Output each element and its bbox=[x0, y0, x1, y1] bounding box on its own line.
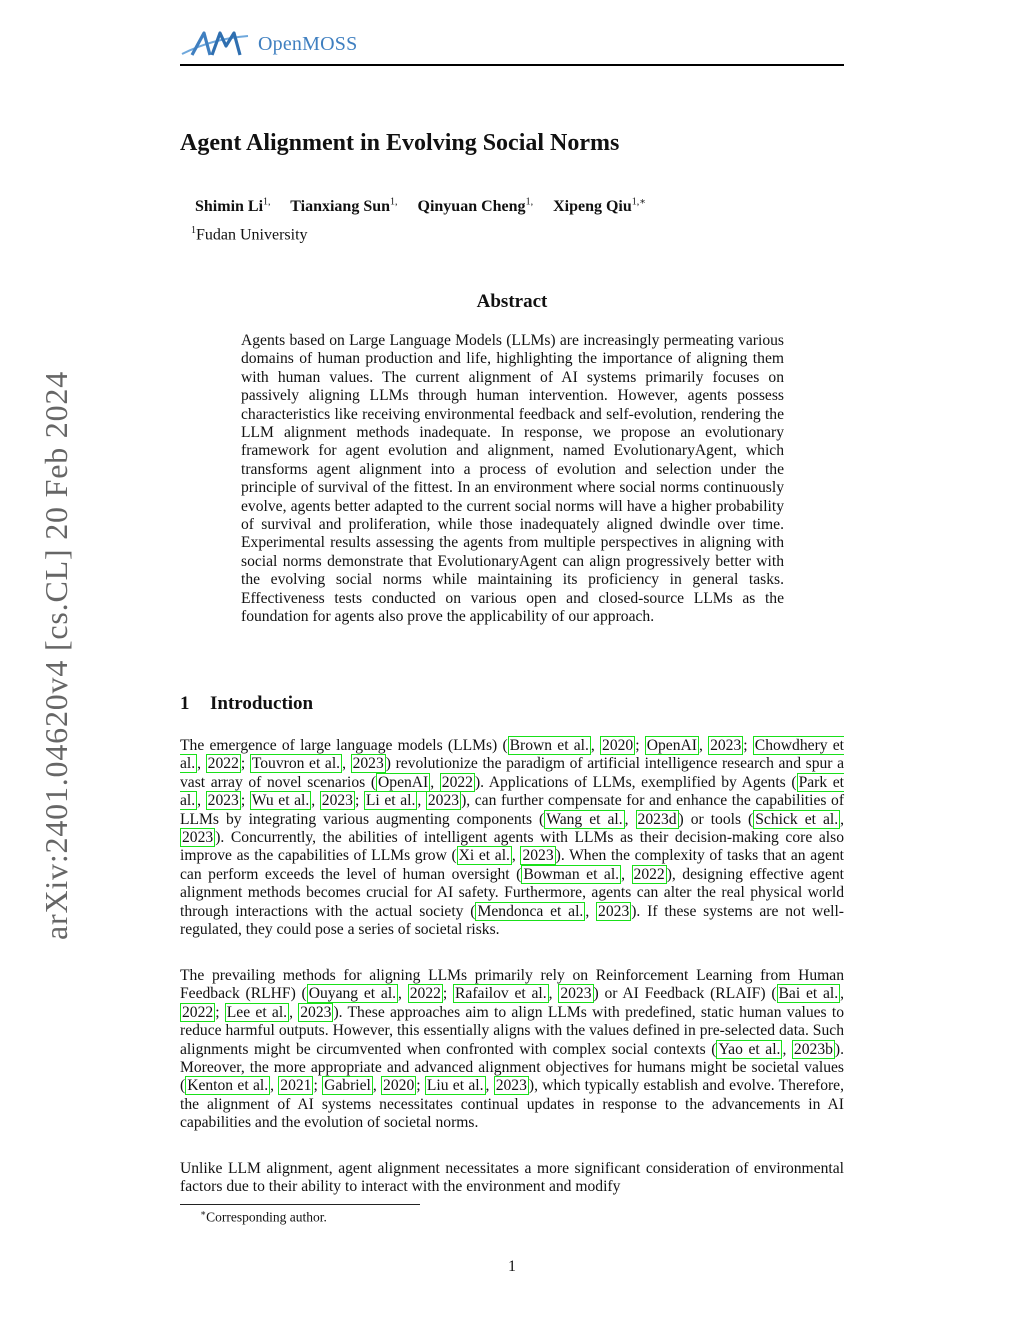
citation-link[interactable]: Wang et al. bbox=[546, 810, 623, 828]
affiliation bbox=[191, 225, 308, 244]
section-title: Introduction bbox=[210, 693, 314, 714]
citation-link[interactable]: 2023 bbox=[300, 1003, 332, 1021]
citation-link[interactable]: 2023 bbox=[710, 737, 742, 754]
paragraph-text: The prevailing methods for aligning LLMs primarily rely on Reinforcement Learning from Human Feedback (RLHF) ( bbox=[180, 967, 844, 1003]
paragraph-text: , bbox=[372, 1077, 382, 1095]
paragraph-text: ) revolutionize the paradigm of artificial intelligence research and spur a vast array of novel scenarios ( bbox=[180, 755, 845, 791]
paragraph-text: ), which typically establish and evolve. Therefore, the alignment of AI systems necessitates continual updates in response to the advancements in AI capabilities and the evolution of societal norms. bbox=[180, 1077, 844, 1132]
citation-link[interactable]: 2022 bbox=[409, 985, 441, 1003]
author-affil-mark: 1, bbox=[263, 197, 271, 208]
citation-link[interactable]: Gabriel bbox=[324, 1077, 371, 1095]
paragraph-text: ) or AI Feedback (RLAIF) ( bbox=[593, 985, 777, 1003]
paragraph-text: , bbox=[590, 737, 601, 754]
logo-text: OpenMOSS bbox=[258, 32, 358, 55]
author bbox=[195, 198, 271, 215]
paragraph-text: Unlike LLM alignment, agent alignment necessitates a more significant consideration of environmental factors due to their ability to interact with the environment and modify bbox=[180, 1160, 844, 1196]
paragraph-text: , bbox=[289, 1003, 299, 1021]
affiliation-mark: 1 bbox=[191, 225, 196, 236]
paragraph-text: ; bbox=[635, 737, 645, 754]
paragraph-text: ). These approaches aim to align LLMs with predefined, static human values to reduce harmful outputs. However, this essentially aligns with the values defined in pre-selected data. Such alignments might be circumvented when confronted with complex social contexts ( bbox=[180, 1003, 845, 1058]
author-list bbox=[195, 197, 662, 216]
citation-link[interactable]: 2023 bbox=[427, 792, 460, 810]
citation-link[interactable]: 2023 bbox=[522, 847, 554, 865]
paragraph-text: , bbox=[548, 985, 559, 1003]
arxiv-stamp: arXiv:2401.04620v4 [cs.CL] 20 Feb 2024 bbox=[38, 370, 74, 940]
footnote-mark: ∗ bbox=[200, 1208, 207, 1218]
citation-link[interactable]: 2023 bbox=[321, 792, 353, 810]
citation-link[interactable]: Brown et al. bbox=[509, 737, 589, 754]
intro-paragraph-1 bbox=[180, 737, 844, 939]
paragraph-text: , bbox=[197, 755, 206, 773]
paragraph-text: , bbox=[840, 810, 845, 828]
author bbox=[290, 198, 397, 215]
citation-link[interactable]: 2021 bbox=[280, 1077, 312, 1095]
paragraph-text: ). Moreover, the more appropriate and advanced alignment objectives for humans might be societal values ( bbox=[180, 1040, 844, 1095]
citation-link[interactable]: Yao et al. bbox=[718, 1040, 781, 1058]
affiliation-name: Fudan University bbox=[196, 226, 308, 244]
citation-link[interactable]: 2022 bbox=[207, 755, 239, 773]
paragraph-text: ; bbox=[240, 792, 250, 810]
citation-link[interactable]: Chowdhery et al. bbox=[180, 737, 845, 773]
intro-paragraph-2 bbox=[180, 967, 844, 1133]
citation-link[interactable]: 2023b bbox=[793, 1040, 833, 1058]
author-name: Shimin Li bbox=[195, 198, 264, 216]
citation-link[interactable]: Mendonca et al. bbox=[477, 902, 584, 920]
citation-link[interactable]: 2023 bbox=[495, 1077, 527, 1095]
author-affil-mark: 1, bbox=[525, 197, 534, 208]
citation-link[interactable]: Rafailov et al. bbox=[455, 985, 547, 1003]
citation-link[interactable]: Lee et al. bbox=[226, 1003, 288, 1021]
abstract-heading: Abstract bbox=[476, 291, 548, 312]
paragraph-text: ) or tools ( bbox=[678, 810, 754, 828]
openmoss-logo bbox=[180, 28, 357, 60]
paragraph-text: ). If these systems are not well-regulated, they could pose a series of societal risks. bbox=[180, 902, 844, 939]
citation-link[interactable]: 2023 bbox=[352, 755, 384, 773]
citation-link[interactable]: 2023 bbox=[207, 792, 239, 810]
abstract-text: Agents based on Large Language Models (LLMs) are increasingly permeating various domains of human production and life, highlighting the importance of aligning them with human values. The current alignment of AI systems primarily focuses on passively aligning LLMs through human intervention. However, agents possess characteristics like receiving environmental feedback and self-evolution, rendering the LLM alignment methods inadequate. In response, we propose an evolutionary framework for agent evolution and alignment, named EvolutionaryAgent, which transforms agent alignment into a process of evolution and selection under the principle of survival of the fittest. In an environment where social norms continuously evolve, agents better adapted to the current social norms will have a higher probability of survival and proliferation, while those inadequately aligned dwindle over time. Experimental results assessing the agents from multiple perspectives in aligning with social norms demonstrate that EvolutionaryAgent can align progressively better with the evolving social norms while maintaining its proficiency in general tasks. Effectiveness tests conducted on various open and closed-source LLMs as the foundation for agents also prove the applicability of our approach. bbox=[241, 332, 784, 626]
footnote-text: Corresponding author. bbox=[206, 1209, 327, 1225]
citation-link[interactable]: Liu et al. bbox=[426, 1077, 484, 1095]
citation-link[interactable]: 2023 bbox=[182, 829, 214, 847]
citation-link[interactable]: Bowman et al. bbox=[523, 865, 620, 883]
citation-link[interactable]: 2020 bbox=[383, 1077, 415, 1095]
page-number: 1 bbox=[508, 1258, 516, 1275]
paragraph-text: ; bbox=[442, 985, 454, 1003]
paragraph-text: , bbox=[398, 985, 408, 1003]
paragraph-text: ), can further compensate for and enhance the capabilities of LLMs by integrating various augmenting components ( bbox=[180, 792, 845, 828]
openmoss-logo-icon bbox=[180, 28, 252, 60]
paragraph-text: ; bbox=[354, 792, 364, 810]
paragraph-text: ; bbox=[215, 1003, 225, 1021]
citation-link[interactable]: 2023 bbox=[598, 902, 630, 920]
paragraph-text: ; bbox=[313, 1077, 323, 1095]
citation-link[interactable]: Bai et al. bbox=[778, 985, 839, 1003]
paragraph-text: ; bbox=[240, 755, 250, 773]
citation-link[interactable]: OpenAI bbox=[646, 737, 697, 754]
paragraph-text: , bbox=[342, 755, 351, 773]
paragraph-text: , bbox=[585, 902, 597, 920]
citation-link[interactable]: 2022 bbox=[633, 865, 665, 883]
intro-paragraph-3 bbox=[180, 1160, 844, 1197]
paragraph-text: , bbox=[485, 1077, 494, 1095]
paragraph-text: , bbox=[417, 792, 426, 810]
footnote bbox=[200, 1208, 327, 1226]
paragraph-text: , bbox=[270, 1077, 279, 1095]
paragraph-text: , bbox=[511, 847, 521, 865]
paragraph-text: ; bbox=[416, 1077, 425, 1095]
citation-link[interactable]: Xi et al. bbox=[458, 847, 510, 865]
author-name: Tianxiang Sun bbox=[290, 198, 391, 216]
paper-title: Agent Alignment in Evolving Social Norms bbox=[180, 130, 620, 156]
citation-link[interactable]: Touvron et al. bbox=[251, 755, 341, 773]
paragraph-text: ), designing effective agent alignment methods becomes crucial for AI safety. Furthermore, agents can alter the real physical world through interactions with the actual society ( bbox=[180, 865, 844, 920]
paragraph-text: , bbox=[430, 773, 440, 791]
citation-link[interactable]: Kenton et al. bbox=[187, 1077, 269, 1095]
section-number: 1 bbox=[180, 693, 190, 714]
paragraph-text: , bbox=[698, 737, 709, 754]
author bbox=[418, 198, 534, 215]
paragraph-text: ). Applications of LLMs, exemplified by Agents ( bbox=[474, 773, 797, 791]
paragraph-text: , bbox=[840, 985, 845, 1003]
citation-link[interactable]: Wu et al. bbox=[251, 792, 310, 810]
section-heading bbox=[180, 693, 313, 715]
header-rule bbox=[180, 64, 844, 66]
citation-link[interactable]: Schick et al. bbox=[755, 810, 839, 828]
citation-link[interactable]: Ouyang et al. bbox=[308, 985, 397, 1003]
citation-link[interactable]: 2022 bbox=[182, 1003, 214, 1021]
footnote-rule bbox=[180, 1204, 420, 1205]
paragraph-text: , bbox=[782, 1040, 792, 1058]
paragraph-text: , bbox=[621, 865, 632, 883]
citation-link[interactable]: 2023d bbox=[637, 810, 677, 828]
citation-link[interactable]: 2023 bbox=[560, 985, 592, 1003]
author-affil-mark: 1,∗ bbox=[631, 197, 647, 208]
citation-link[interactable]: Li et al. bbox=[365, 792, 416, 810]
paragraph-text: The emergence of large language models (LLMs) ( bbox=[180, 737, 508, 754]
citation-link[interactable]: Park et al. bbox=[180, 773, 845, 810]
paragraph-text: ; bbox=[743, 737, 753, 754]
paragraph-text: , bbox=[311, 792, 320, 810]
paragraph-text: ). Concurrently, the abilities of intelligent agents with LLMs as their decision-making core also improve as the capabilities of LLMs grow ( bbox=[180, 829, 844, 865]
author-name: Qinyuan Cheng bbox=[417, 198, 526, 216]
paragraph-text: ). When the complexity of tasks that an agent can perform exceeds the level of human oversight ( bbox=[180, 847, 844, 883]
paragraph-text: , bbox=[624, 810, 636, 828]
author-name: Xipeng Qiu bbox=[553, 198, 632, 216]
citation-link[interactable]: 2022 bbox=[441, 773, 473, 791]
citation-link[interactable]: OpenAI bbox=[378, 773, 429, 791]
citation-link[interactable]: 2020 bbox=[602, 737, 634, 754]
author bbox=[553, 198, 646, 215]
paragraph-text: , bbox=[197, 792, 206, 810]
author-affil-mark: 1, bbox=[390, 197, 398, 208]
